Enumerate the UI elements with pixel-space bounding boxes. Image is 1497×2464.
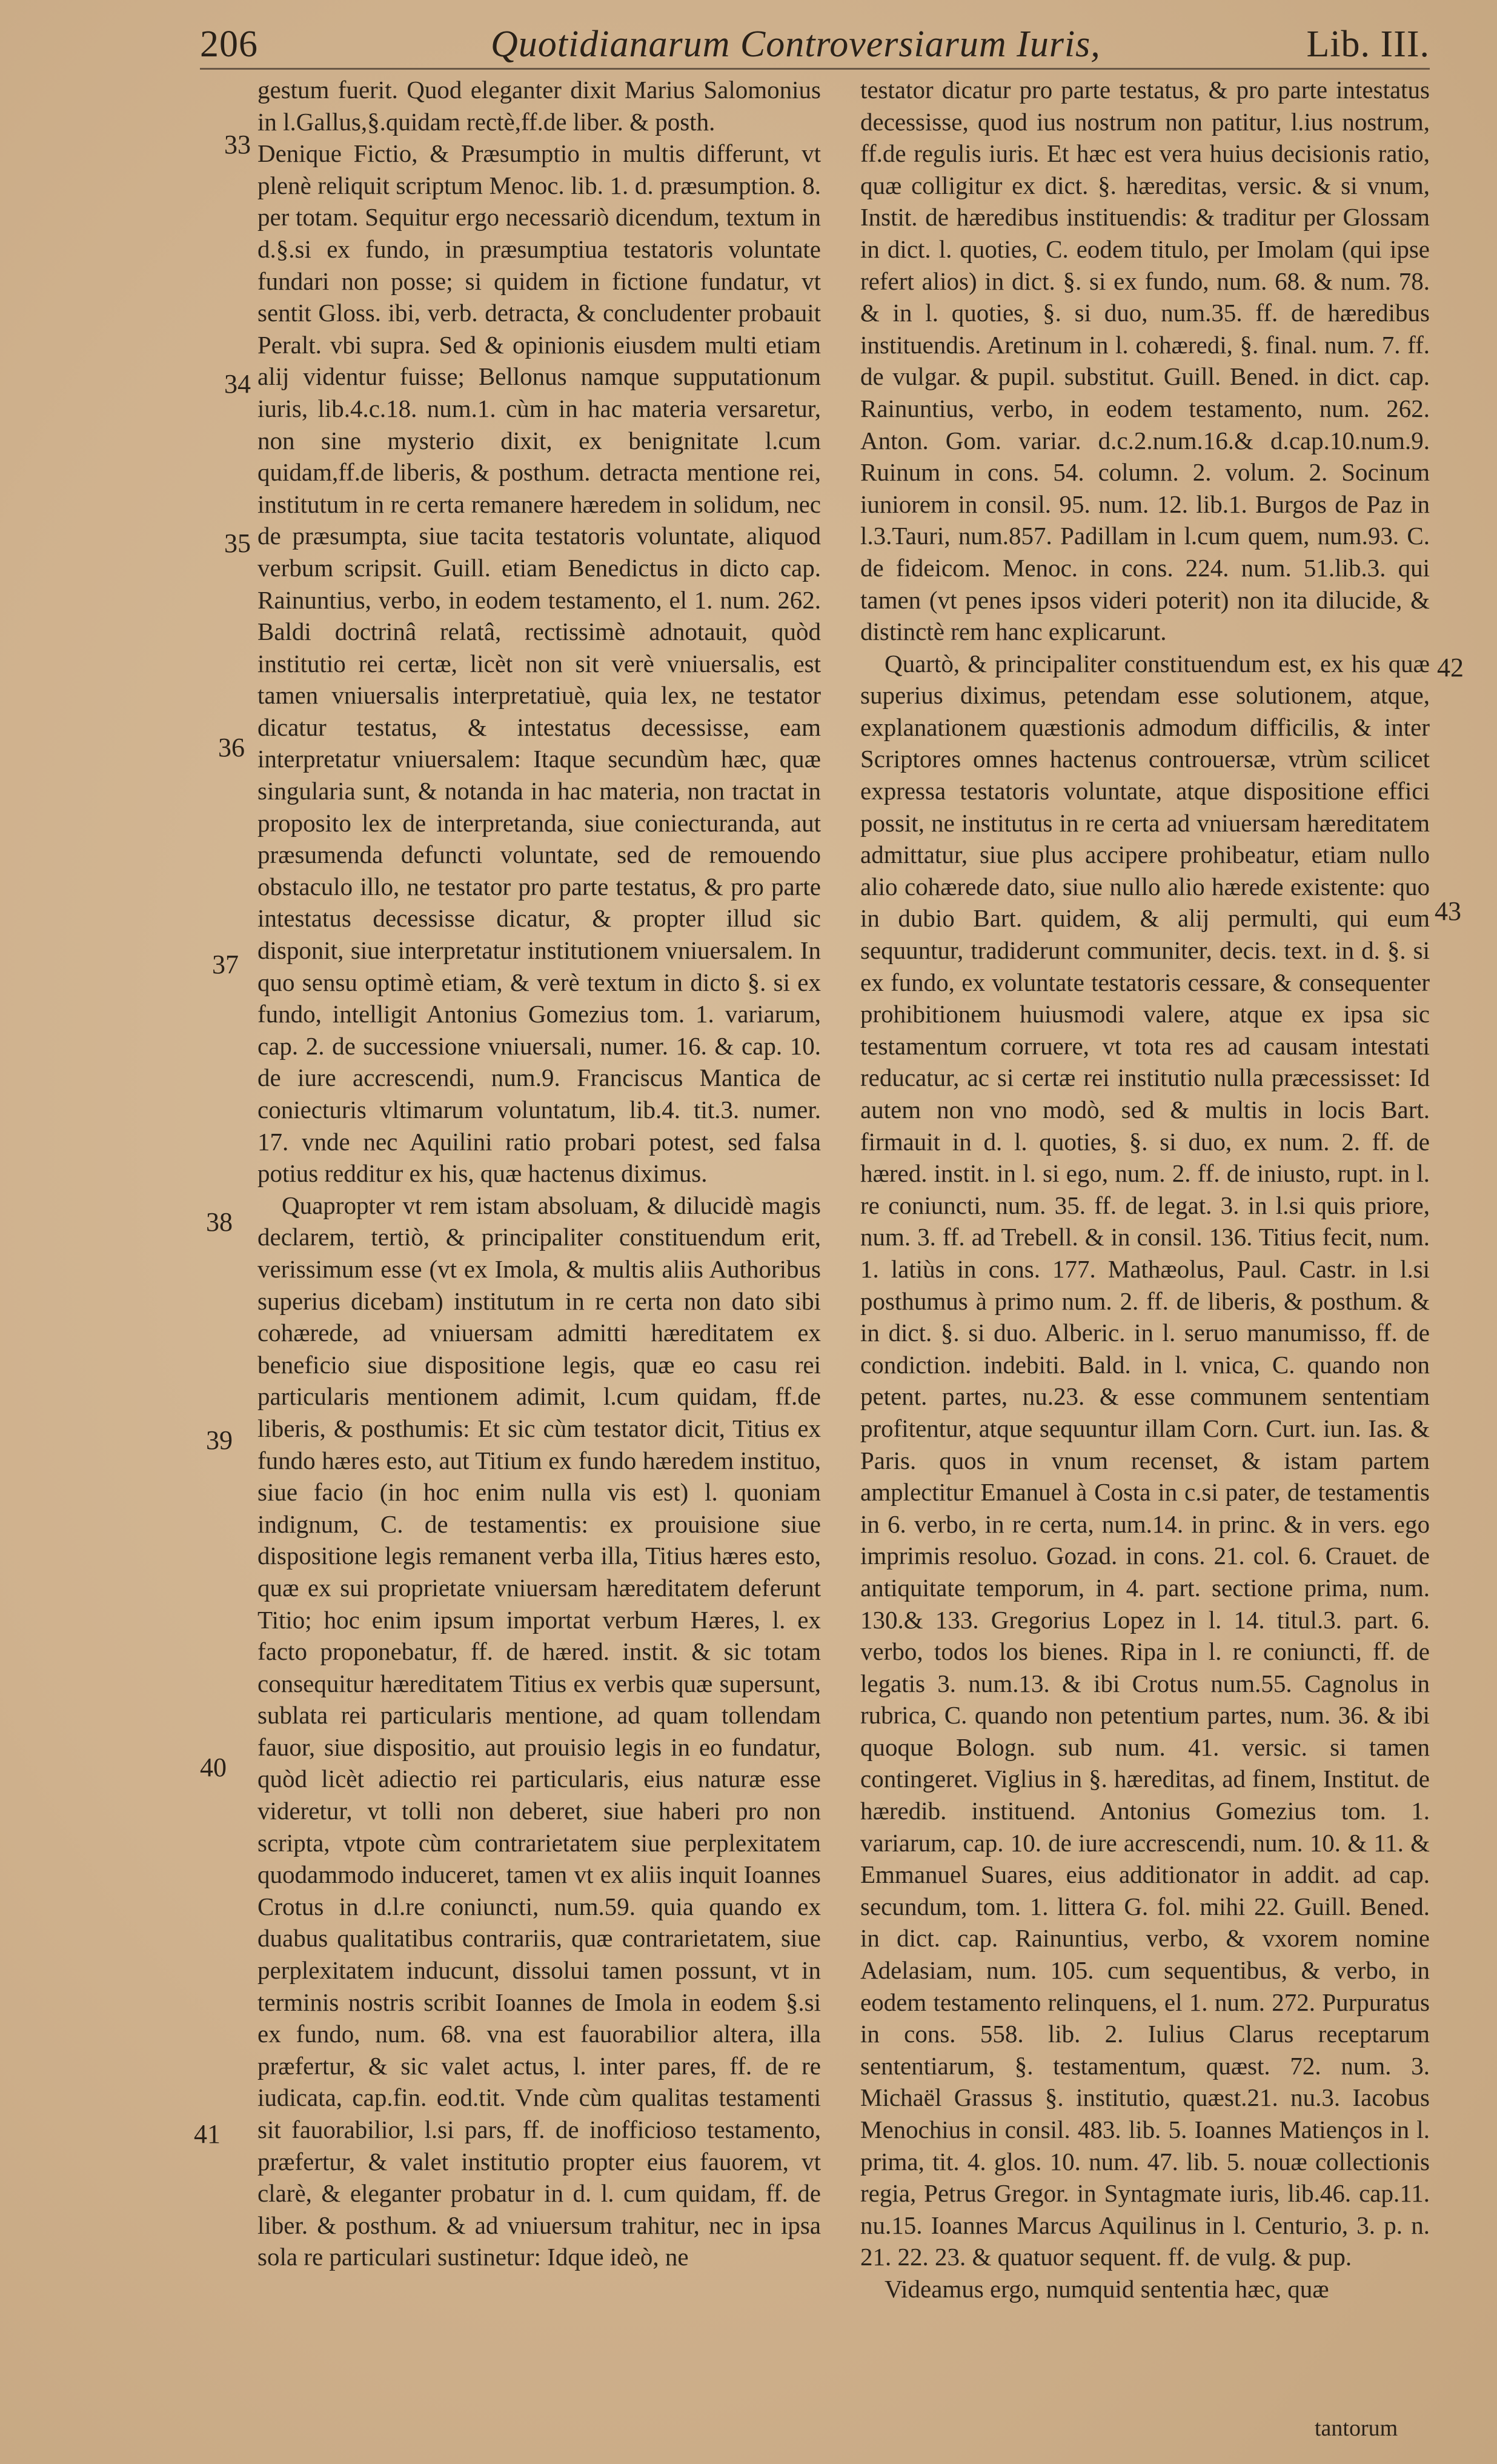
margin-number: 38 [206,1207,233,1237]
right-column [860,74,1430,2305]
paragraph: gestum fuerit. Quod eleganter dixit Marius Salomonius in l.Gallus,§.quidam rectè,ff.de liber. & posth. [257,76,821,136]
page-number: 206 [200,24,258,65]
margin-number: 36 [218,733,245,762]
margin-number: 35 [224,528,251,558]
left-column [257,74,821,2273]
paragraph: Quapropter vt rem istam absoluam, & dilucidè magis declarem, tertiò, & principaliter constituendum erit, verissimum esse (vt ex Imola, & multis aliis Authoribus superius dicebam) institutum in re certa non dato sibi cohærede, ad vniuersam admitti hæreditatem ex beneficio siue dispositione legis, quæ eo casu rei particularis mentionem adimit, l.cum quidam, ff.de liberis, & posthumis: Et sic cùm testator dicit, Titius ex fundo hæres esto, aut Titium ex fundo hæredem instituo, siue facio (in hoc enim nulla vis est) l. quoniam indignum, C. de testamentis: ex prouisione siue dispositione legis remanent verba illa, Titius hæres esto, quæ ex sui proprietate vniuersam hæreditatem deferunt Titio; hoc enim ipsum importat verbum Hæres, l. ex facto proponebatur, ff. de hæred. instit. & sic totam consequitur hæreditatem Titius ex verbis quæ supersunt, sublata rei particularis mentione, ad quam tollendam fauor, siue dispositio, aut prouisio legis in eo fundatur, quòd licèt adiectio rei particularis, eius naturæ esse videretur, vt tolli non deberet, siue haberi pro non scripta, vtpote cùm contrarietatem siue perplexitatem quodammodo induceret, tamen vt ex aliis inquit Ioannes Crotus in d.l.re coniuncti, num.59. quia quando ex duabus qualitatibus contrariis, quæ contrarietatem, siue perplexitatem inducunt, dissolui tamen possunt, vt in terminis nostris scribit Ioannes de Imola in eodem §.si ex fundo, num. 68. vna est fauorabilior altera, illa præfertur, & sic valet actus, l. inter pares, ff. de re iudicata, cap.fin. eod.tit. Vnde cùm qualitas testamenti sit fauorabilior, l.si pars, ff. de inofficioso testamento, præfertur, & valet institutio propter eius fauorem, vt clarè, & eleganter probatur in d. l. cum quidam, ff. de liber. & posthum. & ad vniuersum trahitur, nec in ipsa sola re particulari sustinetur: Idque ideò, ne [257,1191,821,2271]
paragraph: Quartò, & principaliter constituendum est, ex his quæ superius diximus, petendam esse solutionem, atque, explanationem quæstionis admodum difficilis, & inter Scriptores omnes hactenus controuersæ, vtrùm scilicet expressa testatoris voluntate, atque dispositione effici possit, ne institutus in re certa ad vniuersam hæreditatem admittatur, siue plus accipere prohibeatur, etiam nullo alio cohærede dato, siue nullo alio hærede existente: quo in dubio Bart. quidem, & alij permulti, qui eum sequuntur, tradiderunt communiter, decis. text. in d. §. si ex fundo, ex voluntate testatoris cessare, & consequenter prohibitionem huiusmodi valere, atque ex ipsa sic testamentum corruere, vt tota res ad causam intestati reducatur, ac si certæ rei institutio nulla præcessisset: Id autem non vno modò, sed & multis in locis Bart. firmauit in d. l. quoties, §. si duo, ex num. 2. ff. de hæred. instit. in l. si ego, num. 2. ff. de iniusto, rupt. in l. re coniuncti, num. 35. ff. de legat. 3. in l.si quis priore, num. 3. ff. ad Trebell. & in consil. 136. Titius fecit, num. 1. latiùs in cons. 177. Mathæolus, Paul. Castr. in l.si posthumus à primo num. 2. ff. de liberis, & posthum. & in dict. §. si duo. Alberic. in l. seruo manumisso, ff. de condiction. indebiti. Bald. in l. vnica, C. quando non petent. partes, nu.23. & esse communem sententiam profitentur, atque sequuntur illam Corn. Curt. iun. Ias. & Paris. quos in vnum recenset, & istam partem amplectitur Emanuel à Costa in c.si pater, de testamentis in 6. verbo, in re certa, num.14. in princ. & in vers. ego imprimis resoluo. Gozad. in cons. 21. col. 6. Crauet. de antiquitate temporum, in 4. part. sectione prima, num. 130.& 133. Gregorius Lopez in l. 14. titul.3. part. 6. verbo, todos los bienes. Ripa in l. re coniuncti, ff. de legatis 3. num.13. & ibi Crotus num.55. Cagnolus in rubrica, C. quando non petentium partes, num. 36. & ibi quoque Bologn. sub num. 41. versic. si tamen contingeret. Viglius in §. hæreditas, ad finem, Institut. de hæredib. instituend. Antonius Gomezius tom. 1. variarum, cap. 10. de iure accrescendi, num. 10. & 11. & Emmanuel Suares, eius additionator in addit. ad cap. secundum, tom. 1. littera G. fol. mihi 22. Guill. Bened. in dict. cap. Rainuntius, verbo, & vxorem nomine Adelasiam, num. 105. cum sequentibus, & verbo, in eodem testamento relinquens, el 1. num. 272. Purpuratus in cons. 558. lib. 2. Iulius Clarus receptarum sententiarum, §. testamentum, quæst. 72. num. 3. Michaël Grassus §. institutio, quæst.21. nu.3. Iacobus Menochius in consil. 483. lib. 5. Ioannes Matienços in l. prima, tit. 4. glos. 10. num. 47. lib. 5. nouæ collectionis regia, Petrus Gregor. in Syntagmate iuris, lib.46. cap.11. nu.15. Ioannes Marcus Aquilinus in l. Centurio, 3. p. n. 21. 22. 23. & quatuor sequent. ff. de vulg. & pup. [860,649,1430,2271]
header-rule [200,68,1430,70]
book-number: Lib. III. [1306,24,1430,65]
paragraph: Denique Fictio, & Præsumptio in multis differunt, vt plenè reliquit scriptum Menoc. lib. 1. d. præsumption. 8. per totam. Sequitur ergo necessariò dicendum, textum in d.§.si ex fundo, in præsumptiua testatoris voluntate fundari non posse; si quidem in fictione fundatur, vt sentit Gloss. ibi, verb. detracta, & concludenter probauit Peralt. vbi supra. Sed & opinionis eiusdem multi etiam alij videntur fuisse; Bellonus namque supputationum iuris, lib.4.c.18. num.1. cùm in hac materia versaretur, non sine mysterio dixit, ex benignitate l.cum quidam,ff.de liberis, & posthum. detracta mentione rei, institutum in re certa remanere hæredem in solidum, nec de præsumpta, siue tacita testatoris voluntate, aliquod verbum scripsit. Guill. etiam Benedictus in dicto cap. Rainuntius, verbo, in eodem testamento, el 1. num. 262. Baldi doctrinâ relatâ, rectissimè adnotauit, quòd institutio rei certæ, licèt non sit verè vniuersalis, est tamen vniuersalis interpretatiuè, quia lex, ne testator dicatur testatus, & intestatus decessisse, eam interpretatur vniuersalem: Itaque secundùm hæc, quæ singularia sunt, & notanda in hac materia, non tractat in proposito lex de interpretanda, siue coniecturanda, aut præsumenda defuncti voluntate, sed de remouendo obstaculo illo, ne testator pro parte testatus, & pro parte intestatus decessisse dicatur, & propter illud sic disponit, siue interpretatur institutionem vniuersalem. In quo sensu optimè etiam, & verè textum in dicto §. si ex fundo, intelligit Antonius Gomezius tom. 1. variarum, cap. 2. de successione vniuersali, numer. 16. & cap. 10. de iure accrescendi, num.9. Franciscus Mantica de coniecturis vltimarum voluntatum, lib.4. tit.3. numer. 17. vnde nec Aquilini ratio probari potest, sed falsa potius redditur ex his, quæ hactenus diximus. [257,139,821,1188]
margin-number: 37 [212,950,239,979]
paragraph: testator dicatur pro parte testatus, & pro parte intestatus decessisse, quod ius nostrum non patitur, l.ius nostrum, ff.de regulis iuris. Et hæc est vera huius decisionis ratio, quæ colligitur ex dict. §. hæreditas, versic. & si vnum, Instit. de hæredibus instituendis: & traditur per Glossam in dict. l. quoties, C. eodem titulo, per Imolam (qui ipse refert alios) in dict. §. si ex fundo, num. 68. & num. 78. & in l. quoties, §. si duo, num.35. ff. de hæredibus instituendis. Aretinum in l. cohæredi, §. final. num. 7. ff. de vulgar. & pupil. substitut. Guill. Bened. in dict. cap. Rainuntius, verbo, in eodem testamento, num. 262. Anton. Gom. variar. d.c.2.num.16.& d.cap.10.num.9. Ruinum in cons. 54. column. 2. volum. 2. Socinum iuniorem in consil. 95. num. 12. lib.1. Burgos de Paz in l.3.Tauri, num.857. Padillam in l.cum quem, num.93. C. de fideicom. Menoc. in cons. 224. num. 51.lib.3. qui tamen (vt penes ipsos videri poterit) non ita dilucide, & distinctè rem hanc explicarunt. [860,76,1430,646]
margin-number: 42 [1437,653,1464,682]
margin-number: 33 [224,130,251,159]
margin-number: 43 [1435,896,1461,926]
running-title: Quotidianarum Controversiarum Iuris, [491,24,1101,65]
margin-number: 39 [206,1425,233,1455]
catchword: tantorum [1315,2416,1398,2441]
running-header [200,23,1430,65]
paragraph: Videamus ergo, numquid sententia hæc, quæ [885,2274,1329,2303]
margin-number: 34 [224,369,251,399]
margin-number: 40 [200,1753,227,1782]
margin-number: 41 [194,2119,221,2149]
